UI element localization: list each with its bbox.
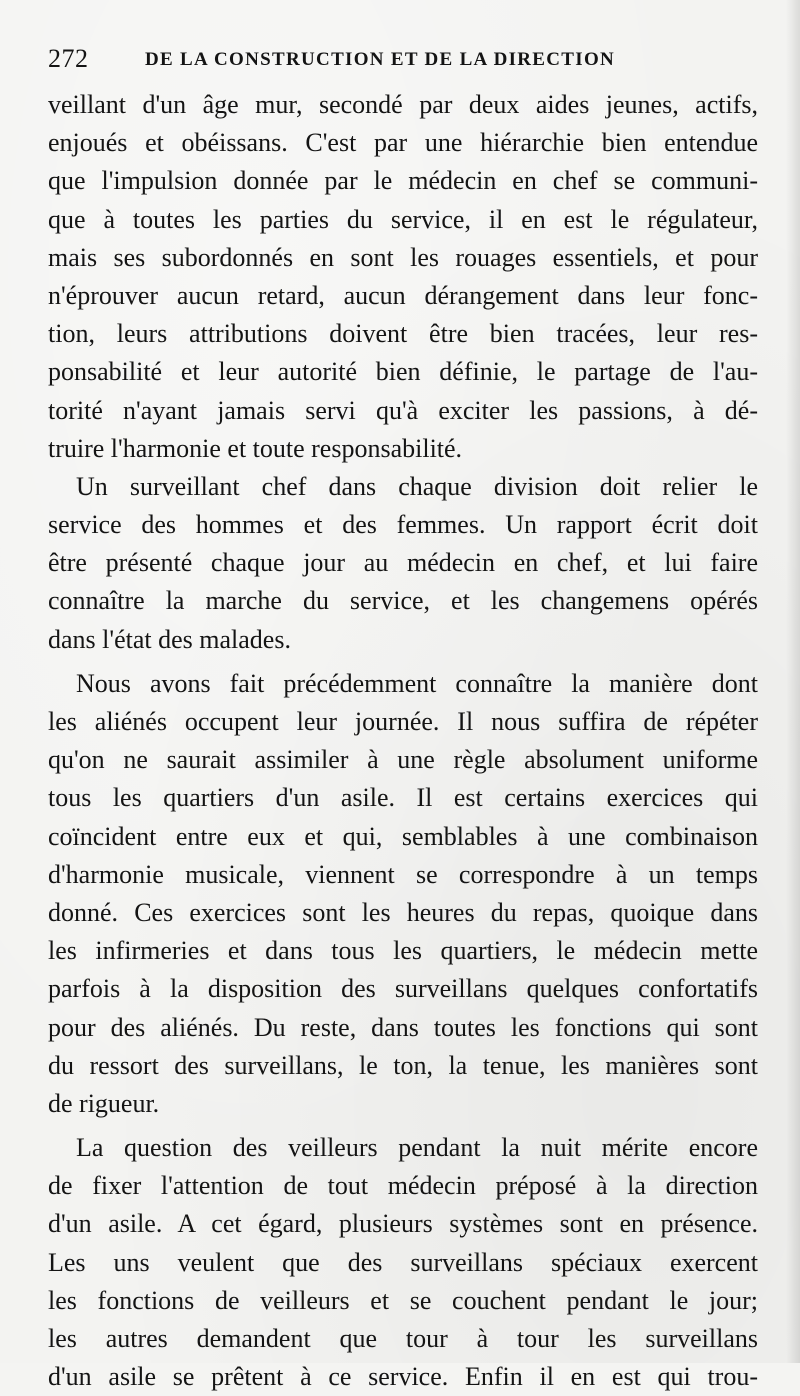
text-line: Nous avons fait précédemment connaître la manière dont [76, 668, 758, 698]
paragraph-4 [48, 1129, 758, 1396]
text-line: dans l'état des malades. [48, 624, 291, 654]
paragraph-1 [48, 86, 758, 468]
text-line: d'harmonie musicale, viennent se correspondre à un temps [48, 859, 758, 889]
text-line: truire l'harmonie et toute responsabilité. [48, 433, 463, 463]
text-line: les aliénés occupent leur journée. Il nous suffira de répéter [48, 707, 758, 736]
text-line: qu'on ne saurait assimiler à une règle absolument uniforme [48, 745, 758, 775]
body-text [48, 86, 758, 1396]
text-line: ponsabilité et leur autorité bien définie, le partage de l'au- [48, 357, 758, 387]
text-line: de rigueur. [48, 1088, 160, 1118]
page-edge-shadow [786, 0, 800, 1363]
paragraph-2 [48, 468, 758, 659]
text-line: torité n'ayant jamais servi qu'à exciter les passions, à dé- [48, 395, 758, 425]
text-line: enjoués et obéissans. C'est par une hiérarchie bien entendue [48, 128, 758, 158]
text-line: que à toutes les parties du service, il en est le régulateur, [48, 204, 758, 234]
text-line: les autres demandent que tour à tour les surveillans [48, 1324, 758, 1353]
page-header [48, 42, 748, 76]
text-line: Un surveillant chef dans chaque division doit relier le [76, 471, 758, 501]
text-line: Les uns veulent que des surveillans spéciaux exercent [48, 1247, 758, 1277]
text-line: les infirmeries et dans tous les quartiers, le médecin mette [48, 936, 758, 966]
page-number: 272 [48, 44, 89, 73]
text-line: d'un asile. A cet égard, plusieurs systèmes sont en présence. [48, 1209, 758, 1239]
text-line: du ressort des surveillans, le ton, la tenue, les manières sont [48, 1050, 758, 1080]
paragraph-3 [48, 665, 758, 1123]
text-line: que l'impulsion donnée par le médecin en chef se communi- [48, 166, 758, 196]
text-line: pour des aliénés. Du reste, dans toutes les fonctions qui sont [48, 1012, 758, 1042]
text-line: donné. Ces exercices sont les heures du repas, quoique dans [48, 897, 758, 927]
text-line: mais ses subordonnés en sont les rouages essentiels, et pour [48, 242, 758, 272]
text-line: tion, leurs attributions doivent être bien tracées, leur res- [48, 319, 758, 349]
text-line: veillant d'un âge mur, secondé par deux aides jeunes, actifs, [48, 90, 758, 119]
running-title: DE LA CONSTRUCTION ET DE LA DIRECTION [145, 49, 616, 70]
text-line: d'un asile se prêtent à ce service. Enfin il en est qui trou- [48, 1362, 758, 1392]
text-line: être présenté chaque jour au médecin en chef, et lui faire [48, 548, 758, 578]
text-line: service des hommes et des femmes. Un rapport écrit doit [48, 510, 758, 540]
text-line: de fixer l'attention de tout médecin préposé à la direction [48, 1171, 758, 1201]
text-line: coïncident entre eux et qui, semblables à une combinaison [48, 821, 758, 851]
text-line: tous les quartiers d'un asile. Il est certains exercices qui [48, 783, 758, 813]
text-line: La question des veilleurs pendant la nuit mérite encore [76, 1133, 758, 1163]
text-line: les fonctions de veilleurs et se couchent pendant le jour; [48, 1285, 758, 1315]
text-line: connaître la marche du service, et les changemens opérés [48, 586, 758, 616]
text-line: n'éprouver aucun retard, aucun dérangement dans leur fonc- [48, 280, 758, 310]
text-line: parfois à la disposition des surveillans quelques confortatifs [48, 974, 758, 1004]
